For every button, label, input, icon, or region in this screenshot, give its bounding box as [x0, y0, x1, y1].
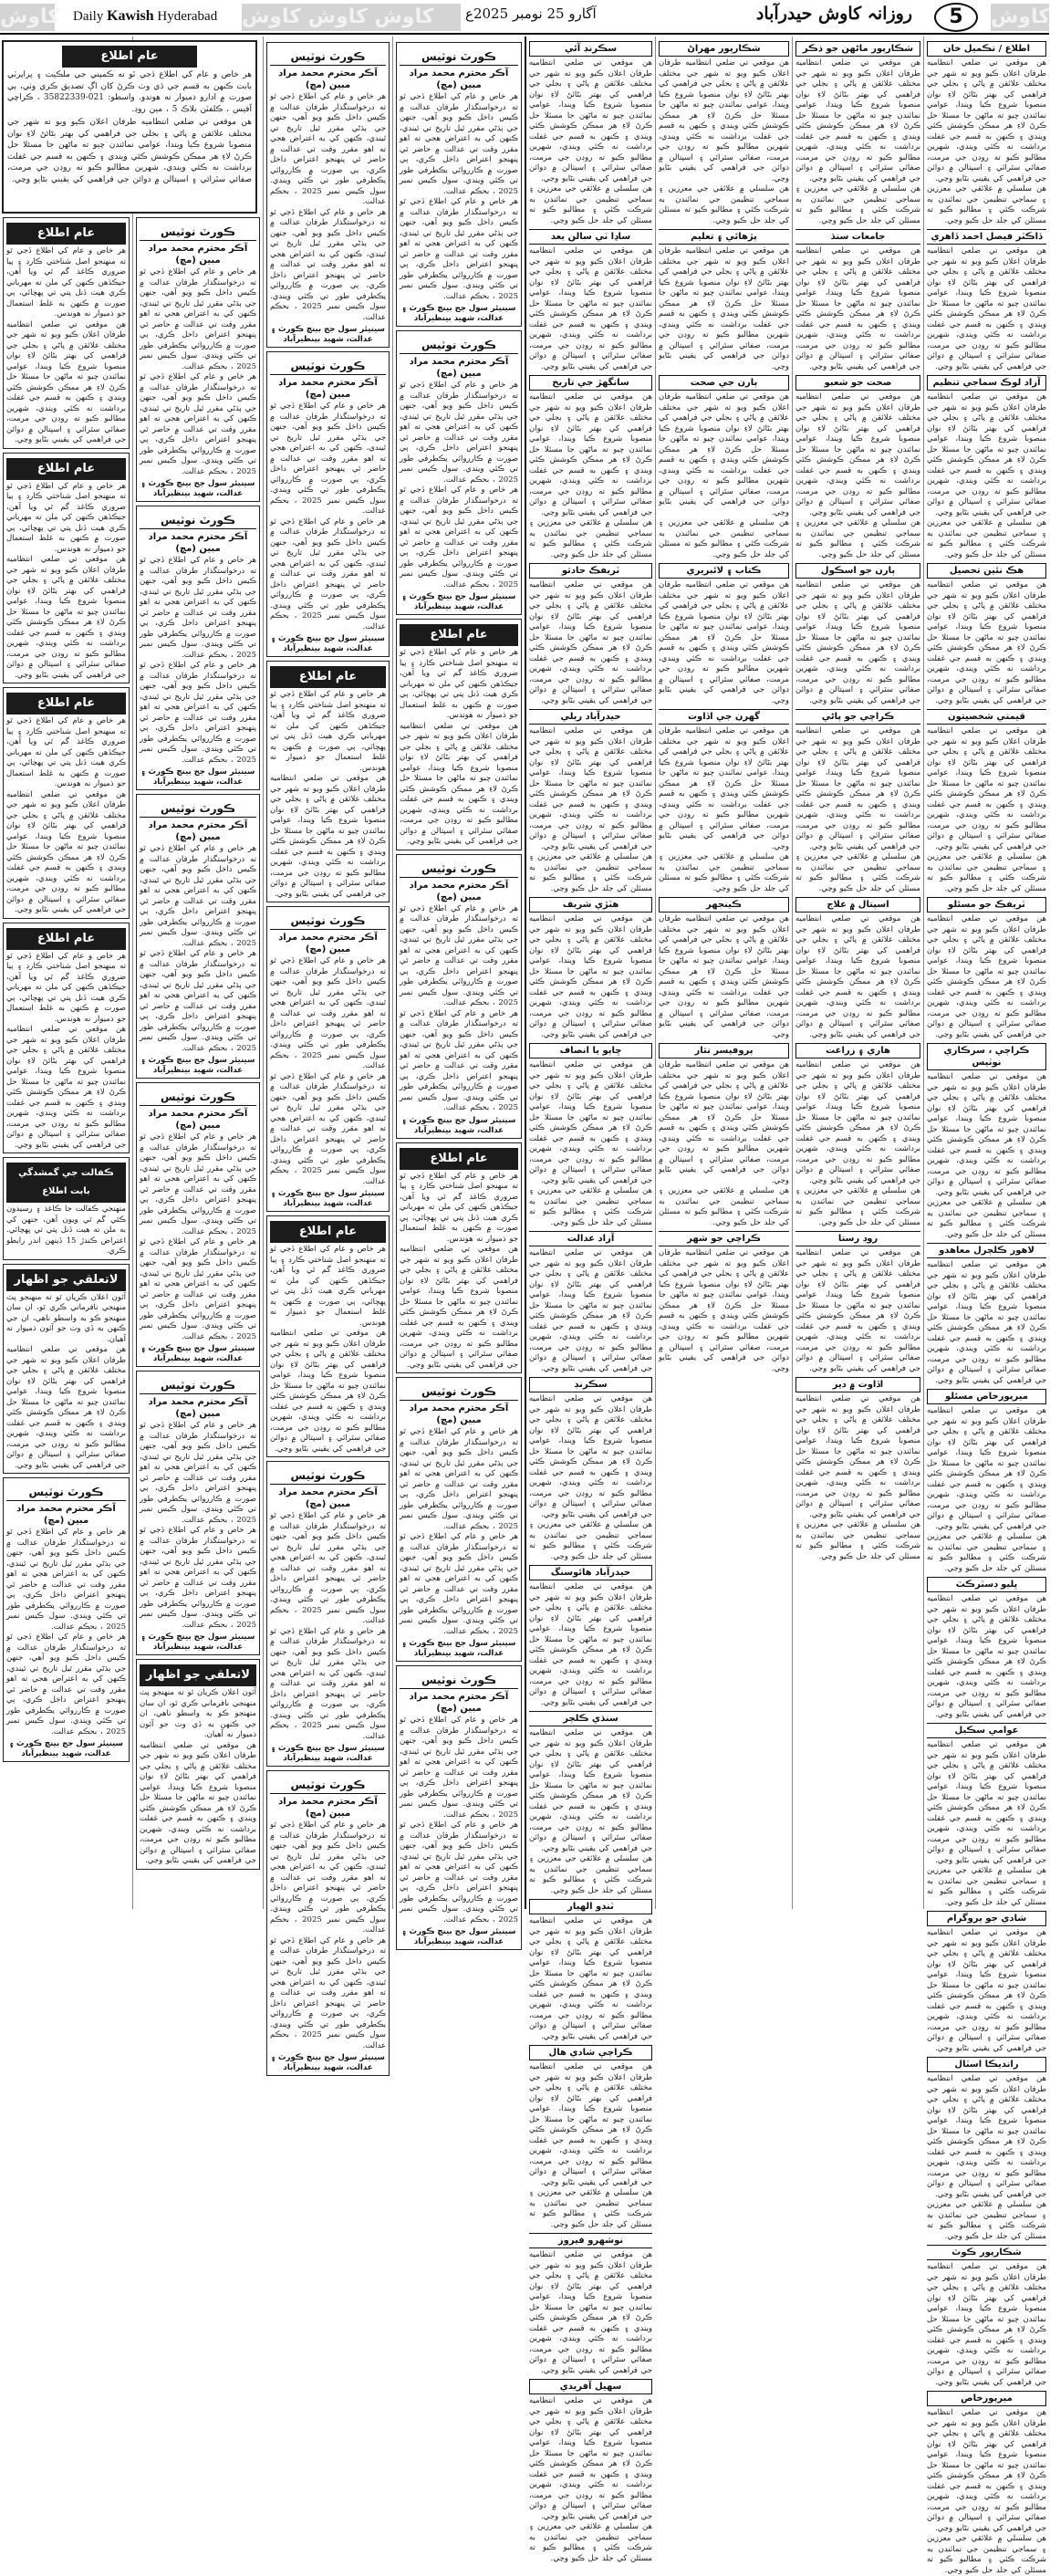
article-text: هن سلسلي ۾ علائقي جي معززين ۽ سماجي تنظيمن جي نمائندن به شرڪت ڪئي ۽ مطالبو ڪيو ته مسئلن کي جلد حل ڪيو وڃي. — [795, 1520, 920, 1561]
court-notice — [266, 1461, 390, 1767]
court-notice-body: هر خاص و عام کي اطلاع ڏجي ٿو ته درخواستگذار طرفان عدالت ۾ ڪيس داخل ڪيو ويو آهي، جنهن جي ٻڌڻي مقرر ٿيل تاريخ تي ٿيندي، ڪنهن کي به اعتراض هجي ته اهو مقرر وقت تي عدالت ۾ حاضر ٿي پنهنجو اعتراض داخل ڪري، ٻي صورت ۾ ڪارروائي يڪطرفي طور تي ڪئي ويندي. سول ڪيس نمبر 2025 ، بحڪم عدالت. — [140, 267, 256, 371]
article-text: هن سلسلي ۾ علائقي جي معززين ۽ سماجي تنظيمن جي نمائندن به شرڪت ڪئي ۽ مطالبو ڪيو ته مسئلن کي جلد حل ڪيو وڃي. — [659, 852, 789, 893]
article-text: هن موقعي تي ضلعي انتظاميه طرفان اعلان ڪيو ويو ته شهر جي مختلف علائقن ۾ پاڻي ۽ بجلي جي فراهمي کي بهتر بڻائڻ لاءِ نوان منصوبا شروع ڪيا ويندا، عوامي نمائندن چيو ته ماڻهن جا مسئلا حل ڪرڻ لاءِ هر ممڪن ڪوشش ڪئي ويندي ۽ ڪنهن به قسم جي غفلت برداشت نه ڪئي ويندي، شهرين مطالبو ڪيو ته روڊن جي مرمت، صفائي سٿرائي ۽ اسپتالن ۾ دوائن جي فراهمي کي يقيني بڻايو وڃي. — [927, 1740, 1046, 1865]
court-notice-heading: ڪورٽ نوٽيس — [270, 1777, 386, 1794]
article-text: هن سلسلي ۾ علائقي جي معززين ۽ سماجي تنظيمن جي نمائندن به شرڪت ڪئي ۽ مطالبو ڪيو ته مسئلن کي جلد حل ڪيو وڃي. — [529, 852, 652, 893]
article-text: هن موقعي تي ضلعي انتظاميه طرفان اعلان ڪيو ويو ته شهر جي مختلف علائقن ۾ پاڻي ۽ بجلي جي فراهمي کي بهتر بڻائڻ لاءِ نوان منصوبا شروع ڪيا ويندا، عوامي نمائندن چيو ته ماڻهن جا مسئلا حل ڪرڻ لاءِ هر ممڪن ڪوشش ڪئي ويندي ۽ ڪنهن به قسم جي غفلت برداشت نه ڪئي ويندي، شهرين مطالبو ڪيو ته روڊن جي مرمت، صفائي سٿرائي ۽ اسپتالن ۾ دوائن جي فراهمي کي يقيني بڻايو وڃي. — [529, 580, 652, 705]
public-notice-body: هن موقعي تي ضلعي انتظاميه طرفان اعلان ڪيو ويو ته شهر جي مختلف علائقن ۾ پاڻي ۽ بجلي جي فراهمي کي بهتر بڻائڻ لاءِ نوان منصوبا شروع ڪيا ويندا، عوامي نمائندن چيو ته ماڻهن جا مسئلا حل ڪرڻ لاءِ هر ممڪن ڪوشش ڪئي ويندي ۽ ڪنهن به قسم جي غفلت برداشت نه ڪئي ويندي، شهرين مطالبو ڪيو ته روڊن جي مرمت، صفائي سٿرائي ۽ اسپتالن ۾ دوائن جي فراهمي کي يقيني بڻايو وڃي. — [6, 319, 126, 444]
section-heading: ڪتاب ۽ لائبريري — [659, 563, 789, 579]
article-text: هن موقعي تي ضلعي انتظاميه طرفان اعلان ڪيو ويو ته شهر جي مختلف علائقن ۾ پاڻي ۽ بجلي جي فراهمي کي بهتر بڻائڻ لاءِ نوان منصوبا شروع ڪيا ويندا، عوامي نمائندن چيو ته ماڻهن جا مسئلا حل ڪرڻ لاءِ هر ممڪن ڪوشش ڪئي ويندي ۽ ڪنهن به قسم جي غفلت برداشت نه ڪئي ويندي، شهرين مطالبو ڪيو ته روڊن جي مرمت، صفائي سٿرائي ۽ اسپتالن ۾ دوائن جي فراهمي کي يقيني بڻايو وڃي. — [659, 580, 789, 705]
court-notice-body: هر خاص و عام کي اطلاع ڏجي ٿو ته درخواستگذار طرفان عدالت ۾ ڪيس داخل ڪيو ويو آهي، جنهن جي ٻڌڻي مقرر ٿيل تاريخ تي ٿيندي، ڪنهن کي به اعتراض هجي ته اهو مقرر وقت تي عدالت ۾ حاضر ٿي پنهنجو اعتراض داخل ڪري، ٻي صورت ۾ ڪارروائي يڪطرفي طور تي ڪئي ويندي. سول ڪيس نمبر 2025 ، بحڪم عدالت. — [140, 661, 256, 765]
court-notice-body: هر خاص و عام کي اطلاع ڏجي ٿو ته درخواستگذار طرفان عدالت ۾ ڪيس داخل ڪيو ويو آهي، جنهن جي ٻڌڻي مقرر ٿيل تاريخ تي ٿيندي، ڪنهن کي به اعتراض هجي ته اهو مقرر وقت تي عدالت ۾ حاضر ٿي پنهنجو اعتراض داخل ڪري، ٻي صورت ۾ ڪارروائي يڪطرفي طور تي ڪئي ويندي. سول ڪيس نمبر 2025 ، بحڪم عدالت. — [140, 372, 256, 476]
court-notice — [396, 42, 522, 327]
public-notice — [3, 217, 130, 449]
column-8-notices — [0, 37, 132, 1909]
section-heading: عوامي سڪيل — [927, 1723, 1046, 1738]
public-notice-body: هر خاص و عام کي اطلاع ڏجي ٿو ته منهنجو اصل شناختي ڪارڊ ۽ ٻيا ضروري ڪاغذ گم ٿي ويا آهن، جيڪڏهن ڪنهن کي ملن ته مهرباني ڪري هيٺ ڏنل پتي تي پهچائي، ٻي صورت ۾ ڪنهن به غلط استعمال جو ذميوار نه هوندس. — [6, 481, 126, 554]
top-notice-body: هر خاص و عام کي اطلاع ڏجي ٿو ته ڪمپني جي ملڪيت ۽ پراپرٽي بابت ڪنهن به قسم جي ڏي وٺ ڪرڻ کان اڳ تصديق ڪري وٺي، ٻي صورت ۾ ادارو ذميوار نه هوندو. واسطو: 021-35822339 ، ڪراچي آفيس ، ڪلفٽن بلاڪ 5 ، مين روڊ. — [7, 70, 252, 114]
masthead-band-left: کاوش — [0, 4, 55, 31]
article-text: هن موقعي تي ضلعي انتظاميه طرفان اعلان ڪيو ويو ته شهر جي مختلف علائقن ۾ پاڻي ۽ بجلي جي فراهمي کي بهتر بڻائڻ لاءِ نوان منصوبا شروع ڪيا ويندا، عوامي نمائندن چيو ته ماڻهن جا مسئلا حل ڪرڻ لاءِ هر ممڪن ڪوشش ڪئي ويندي ۽ ڪنهن به قسم جي غفلت برداشت نه ڪئي ويندي، شهرين مطالبو ڪيو ته روڊن جي مرمت، صفائي سٿرائي ۽ اسپتالن ۾ دوائن جي فراهمي کي يقيني بڻايو وڃي. — [659, 392, 789, 517]
court-notice-signature: سينيئر سول جج بينچ ڪورٽ ۽ عدالت، شهيد بينظيرآباد — [401, 1927, 516, 1946]
court-notice-signature: سينيئر سول جج بينچ ڪورٽ ۽ عدالت، شهيد بينظيرآباد — [401, 1115, 516, 1135]
section-heading: سنڌي ڪلچر — [529, 1711, 652, 1726]
article-text: هن موقعي تي ضلعي انتظاميه طرفان اعلان ڪيو ويو ته شهر جي مختلف علائقن ۾ پاڻي ۽ بجلي جي فراهمي کي بهتر بڻائڻ لاءِ نوان منصوبا شروع ڪيا ويندا، عوامي نمائندن چيو ته ماڻهن جا مسئلا حل ڪرڻ لاءِ هر ممڪن ڪوشش ڪئي ويندي ۽ ڪنهن به قسم جي غفلت برداشت نه ڪئي ويندي، شهرين مطالبو ڪيو ته روڊن جي مرمت، صفائي سٿرائي ۽ اسپتالن ۾ دوائن جي فراهمي کي يقيني بڻايو وڃي. — [795, 914, 920, 1039]
section-heading: حيدرآباد هائوسنگ — [529, 1565, 652, 1580]
court-notice — [266, 906, 390, 1212]
public-notice-body: هن موقعي تي ضلعي انتظاميه طرفان اعلان ڪيو ويو ته شهر جي مختلف علائقن ۾ پاڻي ۽ بجلي جي فراهمي کي بهتر بڻائڻ لاءِ نوان منصوبا شروع ڪيا ويندا، عوامي نمائندن چيو ته ماڻهن جا مسئلا حل ڪرڻ لاءِ هر ممڪن ڪوشش ڪئي ويندي ۽ ڪنهن به قسم جي غفلت برداشت نه ڪئي ويندي، شهرين مطالبو ڪيو ته روڊن جي مرمت، صفائي سٿرائي ۽ اسپتالن ۾ دوائن جي فراهمي کي يقيني بڻايو وڃي. — [400, 1245, 518, 1370]
section-heading: ڪراچي جو پاڻي — [795, 709, 920, 725]
court-notice-subheading: آڪر محترم محمد مراد مبين (مڇ) — [148, 1397, 248, 1419]
article-text: هن موقعي تي ضلعي انتظاميه طرفان اعلان ڪيو ويو ته شهر جي مختلف علائقن ۾ پاڻي ۽ بجلي جي فراهمي کي بهتر بڻائڻ لاءِ نوان منصوبا شروع ڪيا ويندا، عوامي نمائندن چيو ته ماڻهن جا مسئلا حل ڪرڻ لاءِ هر ممڪن ڪوشش ڪئي ويندي ۽ ڪنهن به قسم جي غفلت برداشت نه ڪئي ويندي، شهرين مطالبو ڪيو ته روڊن جي مرمت، صفائي سٿرائي ۽ اسپتالن ۾ دوائن جي فراهمي کي يقيني بڻايو وڃي. — [529, 914, 652, 1039]
article-text: هن موقعي تي ضلعي انتظاميه طرفان اعلان ڪيو ويو ته شهر جي مختلف علائقن ۾ پاڻي ۽ بجلي جي فراهمي کي بهتر بڻائڻ لاءِ نوان منصوبا شروع ڪيا ويندا، عوامي نمائندن چيو ته ماڻهن جا مسئلا حل ڪرڻ لاءِ هر ممڪن ڪوشش ڪئي ويندي ۽ ڪنهن به قسم جي غفلت برداشت نه ڪئي ويندي، شهرين مطالبو ڪيو ته روڊن جي مرمت، صفائي سٿرائي ۽ اسپتالن ۾ دوائن جي فراهمي کي يقيني بڻايو وڃي. — [529, 1728, 652, 1853]
article-text: هن موقعي تي ضلعي انتظاميه طرفان اعلان ڪيو ويو ته شهر جي مختلف علائقن ۾ پاڻي ۽ بجلي جي فراهمي کي بهتر بڻائڻ لاءِ نوان منصوبا شروع ڪيا ويندا، عوامي نمائندن چيو ته ماڻهن جا مسئلا حل ڪرڻ لاءِ هر ممڪن ڪوشش ڪئي ويندي ۽ ڪنهن به قسم جي غفلت برداشت نه ڪئي ويندي، شهرين مطالبو ڪيو ته روڊن جي مرمت، صفائي سٿرائي ۽ اسپتالن ۾ دوائن جي فراهمي کي يقيني بڻايو وڃي. — [529, 2062, 652, 2187]
public-notice-body: هن موقعي تي ضلعي انتظاميه طرفان اعلان ڪيو ويو ته شهر جي مختلف علائقن ۾ پاڻي ۽ بجلي جي فراهمي کي بهتر بڻائڻ لاءِ نوان منصوبا شروع ڪيا ويندا، عوامي نمائندن چيو ته ماڻهن جا مسئلا حل ڪرڻ لاءِ هر ممڪن ڪوشش ڪئي ويندي ۽ ڪنهن به قسم جي غفلت برداشت نه ڪئي ويندي، شهرين مطالبو ڪيو ته روڊن جي مرمت، صفائي سٿرائي ۽ اسپتالن ۾ دوائن جي فراهمي کي يقيني بڻايو وڃي. — [6, 789, 126, 914]
article-text: هن سلسلي ۾ علائقي جي معززين ۽ سماجي تنظيمن جي نمائندن به شرڪت ڪئي ۽ مطالبو ڪيو ته مسئلن کي جلد حل ڪيو وڃي. — [927, 184, 1046, 225]
court-notice-heading: ڪورٽ نوٽيس — [270, 48, 386, 66]
section-heading: ڪراچي شادي هال — [529, 2045, 652, 2060]
article-text: هن موقعي تي ضلعي انتظاميه طرفان اعلان ڪيو ويو ته شهر جي مختلف علائقن ۾ پاڻي ۽ بجلي جي فراهمي کي بهتر بڻائڻ لاءِ نوان منصوبا شروع ڪيا ويندا، عوامي نمائندن چيو ته ماڻهن جا مسئلا حل ڪرڻ لاءِ هر ممڪن ڪوشش ڪئي ويندي ۽ ڪنهن به قسم جي غفلت برداشت نه ڪئي ويندي، شهرين مطالبو ڪيو ته روڊن جي مرمت، صفائي سٿرائي ۽ اسپتالن ۾ دوائن جي فراهمي کي يقيني بڻايو وڃي. — [927, 2074, 1046, 2199]
court-notice-heading: ڪورٽ نوٽيس — [6, 1484, 126, 1501]
section-heading: لاهور ڪلچرل معاهدو — [927, 1243, 1046, 1258]
public-notice-body: هن موقعي تي ضلعي انتظاميه طرفان اعلان ڪيو ويو ته شهر جي مختلف علائقن ۾ پاڻي ۽ بجلي جي فراهمي کي بهتر بڻائڻ لاءِ نوان منصوبا شروع ڪيا ويندا، عوامي نمائندن چيو ته ماڻهن جا مسئلا حل ڪرڻ لاءِ هر ممڪن ڪوشش ڪئي ويندي ۽ ڪنهن به قسم جي غفلت برداشت نه ڪئي ويندي، شهرين مطالبو ڪيو ته روڊن جي مرمت، صفائي سٿرائي ۽ اسپتالن ۾ دوائن جي فراهمي کي يقيني بڻايو وڃي. — [400, 721, 518, 846]
article-text: هن موقعي تي ضلعي انتظاميه طرفان اعلان ڪيو ويو ته شهر جي مختلف علائقن ۾ پاڻي ۽ بجلي جي فراهمي کي بهتر بڻائڻ لاءِ نوان منصوبا شروع ڪيا ويندا، عوامي نمائندن چيو ته ماڻهن جا مسئلا حل ڪرڻ لاءِ هر ممڪن ڪوشش ڪئي ويندي ۽ ڪنهن به قسم جي غفلت برداشت نه ڪئي ويندي، شهرين مطالبو ڪيو ته روڊن جي مرمت، صفائي سٿرائي ۽ اسپتالن ۾ دوائن جي فراهمي کي يقيني بڻايو وڃي. — [529, 2396, 652, 2521]
court-notice-heading: ڪورٽ نوٽيس — [140, 512, 256, 529]
public-notice — [3, 453, 130, 684]
section-heading: ٽنڊو الهيار — [529, 1899, 652, 1914]
court-notice-body: هر خاص و عام کي اطلاع ڏجي ٿو ته درخواستگذار طرفان عدالت ۾ ڪيس داخل ڪيو ويو آهي، جنهن جي ٻڌڻي مقرر ٿيل تاريخ تي ٿيندي، ڪنهن کي به اعتراض هجي ته اهو مقرر وقت تي عدالت ۾ حاضر ٿي پنهنجو اعتراض داخل ڪري، ٻي صورت ۾ ڪارروائي يڪطرفي طور تي ڪئي ويندي. سول ڪيس نمبر 2025 ، بحڪم عدالت. — [270, 92, 386, 206]
article-text: هن سلسلي ۾ علائقي جي معززين ۽ سماجي تنظيمن جي نمائندن به شرڪت ڪئي ۽ مطالبو ڪيو ته مسئلن کي جلد حل ڪيو وڃي. — [927, 1532, 1046, 1573]
court-notice-body: هر خاص و عام کي اطلاع ڏجي ٿو ته درخواستگذار طرفان عدالت ۾ ڪيس داخل ڪيو ويو آهي، جنهن جي ٻڌڻي مقرر ٿيل تاريخ تي ٿيندي، ڪنهن کي به اعتراض هجي ته اهو مقرر وقت تي عدالت ۾ حاضر ٿي پنهنجو اعتراض داخل ڪري، ٻي صورت ۾ ڪارروائي يڪطرفي طور تي ڪئي ويندي. سول ڪيس نمبر 2025 ، بحڪم عدالت. — [270, 1626, 386, 1741]
court-notice — [136, 506, 260, 790]
article-text: هن موقعي تي ضلعي انتظاميه طرفان اعلان ڪيو ويو ته شهر جي مختلف علائقن ۾ پاڻي ۽ بجلي جي فراهمي کي بهتر بڻائڻ لاءِ نوان منصوبا شروع ڪيا ويندا، عوامي نمائندن چيو ته ماڻهن جا مسئلا حل ڪرڻ لاءِ هر ممڪن ڪوشش ڪئي ويندي ۽ ڪنهن به قسم جي غفلت برداشت نه ڪئي ويندي، شهرين مطالبو ڪيو ته روڊن جي مرمت، صفائي سٿرائي ۽ اسپتالن ۾ دوائن جي فراهمي کي يقيني بڻايو وڃي. — [927, 1406, 1046, 1531]
article-text: هن سلسلي ۾ علائقي جي معززين ۽ سماجي تنظيمن جي نمائندن به شرڪت ڪئي ۽ مطالبو ڪيو ته مسئلن کي جلد حل ڪيو وڃي. — [927, 1198, 1046, 1239]
court-notice-signature: سينيئر سول جج بينچ ڪورٽ ۽ عدالت، شهيد بينظيرآباد — [271, 325, 385, 344]
court-notice-body: هر خاص و عام کي اطلاع ڏجي ٿو ته درخواستگذار طرفان عدالت ۾ ڪيس داخل ڪيو ويو آهي، جنهن جي ٻڌڻي مقرر ٿيل تاريخ تي ٿيندي، ڪنهن کي به اعتراض هجي ته اهو مقرر وقت تي عدالت ۾ حاضر ٿي پنهنجو اعتراض داخل ڪري، ٻي صورت ۾ ڪارروائي يڪطرفي طور تي ڪئي ويندي. سول ڪيس نمبر 2025 ، بحڪم عدالت. — [400, 92, 518, 196]
article-text: هن موقعي تي ضلعي انتظاميه طرفان اعلان ڪيو ويو ته شهر جي مختلف علائقن ۾ پاڻي ۽ بجلي جي فراهمي کي بهتر بڻائڻ لاءِ نوان منصوبا شروع ڪيا ويندا، عوامي نمائندن چيو ته ماڻهن جا مسئلا حل ڪرڻ لاءِ هر ممڪن ڪوشش ڪئي ويندي ۽ ڪنهن به قسم جي غفلت برداشت نه ڪئي ويندي، شهرين مطالبو ڪيو ته روڊن جي مرمت، صفائي سٿرائي ۽ اسپتالن ۾ دوائن جي فراهمي کي يقيني بڻايو وڃي. — [795, 1248, 920, 1373]
court-notice-subheading: آڪر محترم محمد مراد مبين (مڇ) — [409, 68, 509, 90]
section-heading: رانديڪا اسٽال — [927, 2057, 1046, 2072]
article-text: هن سلسلي ۾ علائقي جي معززين ۽ سماجي تنظيمن جي نمائندن به شرڪت ڪئي ۽ مطالبو ڪيو ته مسئلن کي جلد حل ڪيو وڃي. — [529, 184, 652, 225]
section-heading: ڏاڪٽر فيصل احمد ڏاهري — [927, 229, 1046, 245]
court-notice-body: هر خاص و عام کي اطلاع ڏجي ٿو ته درخواستگذار طرفان عدالت ۾ ڪيس داخل ڪيو ويو آهي، جنهن جي ٻڌڻي مقرر ٿيل تاريخ تي ٿيندي، ڪنهن کي به اعتراض هجي ته اهو مقرر وقت تي عدالت ۾ حاضر ٿي پنهنجو اعتراض داخل ڪري، ٻي صورت ۾ ڪارروائي يڪطرفي طور تي ڪئي ويندي. سول ڪيس نمبر 2025 ، بحڪم عدالت. — [270, 1935, 386, 2050]
court-notice — [136, 217, 260, 502]
section-heading: هٽڙي شريف — [529, 897, 652, 913]
court-notice-subheading: آڪر محترم محمد مراد مبين (مڇ) — [148, 1109, 248, 1131]
court-notice-subheading: آڪر محترم محمد مراد مبين (مڇ) — [148, 532, 248, 554]
court-notice-heading: ڪورٽ نوٽيس — [270, 913, 386, 930]
article-text: هن سلسلي ۾ علائقي جي معززين ۽ سماجي تنظيمن جي نمائندن به شرڪت ڪئي ۽ مطالبو ڪيو ته مسئلن کي جلد حل ڪيو وڃي. — [795, 1186, 920, 1227]
article-text: هن موقعي تي ضلعي انتظاميه طرفان اعلان ڪيو ويو ته شهر جي مختلف علائقن ۾ پاڻي ۽ بجلي جي فراهمي کي بهتر بڻائڻ لاءِ نوان منصوبا شروع ڪيا ويندا، عوامي نمائندن چيو ته ماڻهن جا مسئلا حل ڪرڻ لاءِ هر ممڪن ڪوشش ڪئي ويندي ۽ ڪنهن به قسم جي غفلت برداشت نه ڪئي ويندي، شهرين مطالبو ڪيو ته روڊن جي مرمت، صفائي سٿرائي ۽ اسپتالن ۾ دوائن جي فراهمي کي يقيني بڻايو وڃي. — [529, 58, 652, 183]
court-notice-body: هر خاص و عام کي اطلاع ڏجي ٿو ته درخواستگذار طرفان عدالت ۾ ڪيس داخل ڪيو ويو آهي، جنهن جي ٻڌڻي مقرر ٿيل تاريخ تي ٿيندي، ڪنهن کي به اعتراض هجي ته اهو مقرر وقت تي عدالت ۾ حاضر ٿي پنهنجو اعتراض داخل ڪري، ٻي صورت ۾ ڪارروائي يڪطرفي طور تي ڪئي ويندي. سول ڪيس نمبر 2025 ، بحڪم عدالت. — [270, 402, 386, 516]
section-heading: ڪينجهر — [659, 897, 789, 913]
court-notice — [136, 1371, 260, 1655]
section-heading: شادي جو پروگرام — [927, 1911, 1046, 1926]
laatalluqi-heading: لاتعلقي جو اظهار — [140, 1664, 256, 1686]
court-notice-body: هر خاص و عام کي اطلاع ڏجي ٿو ته درخواستگذار طرفان عدالت ۾ ڪيس داخل ڪيو ويو آهي، جنهن جي ٻڌڻي مقرر ٿيل تاريخ تي ٿيندي، ڪنهن کي به اعتراض هجي ته اهو مقرر وقت تي عدالت ۾ حاضر ٿي پنهنجو اعتراض داخل ڪري، ٻي صورت ۾ ڪارروائي يڪطرفي طور تي ڪئي ويندي. سول ڪيس نمبر 2025 ، بحڪم عدالت. — [400, 903, 518, 1007]
article-text: هن موقعي تي ضلعي انتظاميه طرفان اعلان ڪيو ويو ته شهر جي مختلف علائقن ۾ پاڻي ۽ بجلي جي فراهمي کي بهتر بڻائڻ لاءِ نوان منصوبا شروع ڪيا ويندا، عوامي نمائندن چيو ته ماڻهن جا مسئلا حل ڪرڻ لاءِ هر ممڪن ڪوشش ڪئي ويندي ۽ ڪنهن به قسم جي غفلت برداشت نه ڪئي ويندي، شهرين مطالبو ڪيو ته روڊن جي مرمت، صفائي سٿرائي ۽ اسپتالن ۾ دوائن جي فراهمي کي يقيني بڻايو وڃي. — [795, 1060, 920, 1185]
court-notice — [136, 794, 260, 1079]
masthead-band-right: کاوش — [991, 4, 1049, 31]
court-notice-subheading: آڪر محترم محمد مراد مبين (مڇ) — [278, 68, 378, 90]
court-notice-body: هر خاص و عام کي اطلاع ڏجي ٿو ته درخواستگذار طرفان عدالت ۾ ڪيس داخل ڪيو ويو آهي، جنهن جي ٻڌڻي مقرر ٿيل تاريخ تي ٿيندي، ڪنهن کي به اعتراض هجي ته اهو مقرر وقت تي عدالت ۾ حاضر ٿي پنهنجو اعتراض داخل ڪري، ٻي صورت ۾ ڪارروائي يڪطرفي طور تي ڪئي ويندي. سول ڪيس نمبر 2025 ، بحڪم عدالت. — [270, 1820, 386, 1935]
public-notice-body: هن موقعي تي ضلعي انتظاميه طرفان اعلان ڪيو ويو ته شهر جي مختلف علائقن ۾ پاڻي ۽ بجلي جي فراهمي کي بهتر بڻائڻ لاءِ نوان منصوبا شروع ڪيا ويندا، عوامي نمائندن چيو ته ماڻهن جا مسئلا حل ڪرڻ لاءِ هر ممڪن ڪوشش ڪئي ويندي ۽ ڪنهن به قسم جي غفلت برداشت نه ڪئي ويندي، شهرين مطالبو ڪيو ته روڊن جي مرمت، صفائي سٿرائي ۽ اسپتالن ۾ دوائن جي فراهمي کي يقيني بڻايو وڃي. — [6, 555, 126, 680]
section-heading: هڪ نئين تحصيل — [927, 563, 1046, 579]
article-text: هن موقعي تي ضلعي انتظاميه طرفان اعلان ڪيو ويو ته شهر جي مختلف علائقن ۾ پاڻي ۽ بجلي جي فراهمي کي بهتر بڻائڻ لاءِ نوان منصوبا شروع ڪيا ويندا، عوامي نمائندن چيو ته ماڻهن جا مسئلا حل ڪرڻ لاءِ هر ممڪن ڪوشش ڪئي ويندي ۽ ڪنهن به قسم جي غفلت برداشت نه ڪئي ويندي، شهرين مطالبو ڪيو ته روڊن جي مرمت، صفائي سٿرائي ۽ اسپتالن ۾ دوائن جي فراهمي کي يقيني بڻايو وڃي. — [927, 2408, 1046, 2533]
court-notice — [266, 351, 390, 657]
court-notice-subheading: آڪر محترم محمد مراد مبين (مڇ) — [148, 244, 248, 266]
court-notice-signature: سينيئر سول جج بينچ ڪورٽ ۽ عدالت، شهيد بينظيرآباد — [9, 1739, 123, 1758]
article-text: هن موقعي تي ضلعي انتظاميه طرفان اعلان ڪيو ويو ته شهر جي مختلف علائقن ۾ پاڻي ۽ بجلي جي فراهمي کي بهتر بڻائڻ لاءِ نوان منصوبا شروع ڪيا ويندا، عوامي نمائندن چيو ته ماڻهن جا مسئلا حل ڪرڻ لاءِ هر ممڪن ڪوشش ڪئي ويندي ۽ ڪنهن به قسم جي غفلت برداشت نه ڪئي ويندي، شهرين مطالبو ڪيو ته روڊن جي مرمت، صفائي سٿرائي ۽ اسپتالن ۾ دوائن جي فراهمي کي يقيني بڻايو وڃي. — [795, 392, 920, 517]
court-notice-body: هر خاص و عام کي اطلاع ڏجي ٿو ته درخواستگذار طرفان عدالت ۾ ڪيس داخل ڪيو ويو آهي، جنهن جي ٻڌڻي مقرر ٿيل تاريخ تي ٿيندي، ڪنهن کي به اعتراض هجي ته اهو مقرر وقت تي عدالت ۾ حاضر ٿي پنهنجو اعتراض داخل ڪري، ٻي صورت ۾ ڪارروائي يڪطرفي طور تي ڪئي ويندي. سول ڪيس نمبر 2025 ، بحڪم عدالت. — [6, 1528, 126, 1632]
public-notice-heading: عام اطلاع — [6, 223, 126, 245]
court-notice-body: هر خاص و عام کي اطلاع ڏجي ٿو ته درخواستگذار طرفان عدالت ۾ ڪيس داخل ڪيو ويو آهي، جنهن جي ٻڌڻي مقرر ٿيل تاريخ تي ٿيندي، ڪنهن کي به اعتراض هجي ته اهو مقرر وقت تي عدالت ۾ حاضر ٿي پنهنجو اعتراض داخل ڪري، ٻي صورت ۾ ڪارروائي يڪطرفي طور تي ڪئي ويندي. سول ڪيس نمبر 2025 ، بحڪم عدالت. — [400, 1820, 518, 1924]
article-text: هن موقعي تي ضلعي انتظاميه طرفان اعلان ڪيو ويو ته شهر جي مختلف علائقن ۾ پاڻي ۽ بجلي جي فراهمي کي بهتر بڻائڻ لاءِ نوان منصوبا شروع ڪيا ويندا، عوامي نمائندن چيو ته ماڻهن جا مسئلا حل ڪرڻ لاءِ هر ممڪن ڪوشش ڪئي ويندي ۽ ڪنهن به قسم جي غفلت برداشت نه ڪئي ويندي، شهرين مطالبو ڪيو ته روڊن جي مرمت، صفائي سٿرائي ۽ اسپتالن ۾ دوائن جي فراهمي کي يقيني بڻايو وڃي. — [659, 914, 789, 1039]
kafaalat-heading: ڪفالت جي گمشدگي بابت اطلاع — [6, 1163, 126, 1203]
court-notice — [396, 1665, 522, 1950]
court-notice-signature: سينيئر سول جج بينچ ڪورٽ ۽ عدالت، شهيد بينظيرآباد — [401, 304, 516, 323]
court-notice-subheading: آڪر محترم محمد مراد مبين (مڇ) — [278, 378, 378, 400]
article-text: هن موقعي تي ضلعي انتظاميه طرفان اعلان ڪيو ويو ته شهر جي مختلف علائقن ۾ پاڻي ۽ بجلي جي فراهمي کي بهتر بڻائڻ لاءِ نوان منصوبا شروع ڪيا ويندا، عوامي نمائندن چيو ته ماڻهن جا مسئلا حل ڪرڻ لاءِ هر ممڪن ڪوشش ڪئي ويندي ۽ ڪنهن به قسم جي غفلت برداشت نه ڪئي ويندي، شهرين مطالبو ڪيو ته روڊن جي مرمت، صفائي سٿرائي ۽ اسپتالن ۾ دوائن جي فراهمي کي يقيني بڻايو وڃي. — [795, 580, 920, 705]
section-heading: ڀليو ڊسٽرڪٽ — [927, 1577, 1046, 1592]
masthead — [0, 0, 1049, 35]
court-notice-subheading: آڪر محترم محمد مراد مبين (مڇ) — [16, 1504, 116, 1526]
court-notice-heading: ڪورٽ نوٽيس — [270, 1467, 386, 1485]
column-5-court — [392, 37, 525, 1946]
public-notice-heading: عام اطلاع — [400, 1148, 518, 1170]
laatalluqi-notice — [136, 1659, 260, 1870]
section-heading: آزاد لوڪ سماجي تنظيم — [927, 375, 1046, 391]
section-heading: ٻارن جي صحت — [659, 375, 789, 391]
section-heading: پروفيسر نثار — [659, 1043, 789, 1059]
article-text: هن سلسلي ۾ علائقي جي معززين ۽ سماجي تنظيمن جي نمائندن به شرڪت ڪئي ۽ مطالبو ڪيو ته مسئلن کي جلد حل ڪيو وڃي. — [529, 2188, 652, 2229]
article-text: هن موقعي تي ضلعي انتظاميه طرفان اعلان ڪيو ويو ته شهر جي مختلف علائقن ۾ پاڻي ۽ بجلي جي فراهمي کي بهتر بڻائڻ لاءِ نوان منصوبا شروع ڪيا ويندا، عوامي نمائندن چيو ته ماڻهن جا مسئلا حل ڪرڻ لاءِ هر ممڪن ڪوشش ڪئي ويندي ۽ ڪنهن به قسم جي غفلت برداشت نه ڪئي ويندي، شهرين مطالبو ڪيو ته روڊن جي مرمت، صفائي سٿرائي ۽ اسپتالن ۾ دوائن جي فراهمي کي يقيني بڻايو وڃي. — [927, 2262, 1046, 2387]
article-text: هن موقعي تي ضلعي انتظاميه طرفان اعلان ڪيو ويو ته شهر جي مختلف علائقن ۾ پاڻي ۽ بجلي جي فراهمي کي بهتر بڻائڻ لاءِ نوان منصوبا شروع ڪيا ويندا، عوامي نمائندن چيو ته ماڻهن جا مسئلا حل ڪرڻ لاءِ هر ممڪن ڪوشش ڪئي ويندي ۽ ڪنهن به قسم جي غفلت برداشت نه ڪئي ويندي، شهرين مطالبو ڪيو ته روڊن جي مرمت، صفائي سٿرائي ۽ اسپتالن ۾ دوائن جي فراهمي کي يقيني بڻايو وڃي. — [529, 1582, 652, 1707]
article-text: هن سلسلي ۾ علائقي جي معززين ۽ سماجي تنظيمن جي نمائندن به شرڪت ڪئي ۽ مطالبو ڪيو ته مسئلن کي جلد حل ڪيو وڃي. — [795, 184, 920, 225]
court-notice-signature: سينيئر سول جج بينچ ڪورٽ ۽ عدالت، شهيد بينظيرآباد — [140, 767, 255, 787]
court-notice-body: هر خاص و عام کي اطلاع ڏجي ٿو ته درخواستگذار طرفان عدالت ۾ ڪيس داخل ڪيو ويو آهي، جنهن جي ٻڌڻي مقرر ٿيل تاريخ تي ٿيندي، ڪنهن کي به اعتراض هجي ته اهو مقرر وقت تي عدالت ۾ حاضر ٿي پنهنجو اعتراض داخل ڪري، ٻي صورت ۾ ڪارروائي يڪطرفي طور تي ڪئي ويندي. سول ڪيس نمبر 2025 ، بحڪم عدالت. — [140, 844, 256, 948]
article-text: هن موقعي تي ضلعي انتظاميه طرفان اعلان ڪيو ويو ته شهر جي مختلف علائقن ۾ پاڻي ۽ بجلي جي فراهمي کي بهتر بڻائڻ لاءِ نوان منصوبا شروع ڪيا ويندا، عوامي نمائندن چيو ته ماڻهن جا مسئلا حل ڪرڻ لاءِ هر ممڪن ڪوشش ڪئي ويندي ۽ ڪنهن به قسم جي غفلت برداشت نه ڪئي ويندي، شهرين مطالبو ڪيو ته روڊن جي مرمت، صفائي سٿرائي ۽ اسپتالن ۾ دوائن جي فراهمي کي يقيني بڻايو وڃي. — [529, 1060, 652, 1185]
court-notice-body: هر خاص و عام کي اطلاع ڏجي ٿو ته درخواستگذار طرفان عدالت ۾ ڪيس داخل ڪيو ويو آهي، جنهن جي ٻڌڻي مقرر ٿيل تاريخ تي ٿيندي، ڪنهن کي به اعتراض هجي ته اهو مقرر وقت تي عدالت ۾ حاضر ٿي پنهنجو اعتراض داخل ڪري، ٻي صورت ۾ ڪارروائي يڪطرفي طور تي ڪئي ويندي. سول ڪيس نمبر 2025 ، بحڪم عدالت. — [140, 1421, 256, 1525]
article-text: هن موقعي تي ضلعي انتظاميه طرفان اعلان ڪيو ويو ته شهر جي مختلف علائقن ۾ پاڻي ۽ بجلي جي فراهمي کي بهتر بڻائڻ لاءِ نوان منصوبا شروع ڪيا ويندا، عوامي نمائندن چيو ته ماڻهن جا مسئلا حل ڪرڻ لاءِ هر ممڪن ڪوشش ڪئي ويندي ۽ ڪنهن به قسم جي غفلت برداشت نه ڪئي ويندي، شهرين مطالبو ڪيو ته روڊن جي مرمت، صفائي سٿرائي ۽ اسپتالن ۾ دوائن جي فراهمي کي يقيني بڻايو وڃي. — [795, 58, 920, 183]
court-notice-signature: سينيئر سول جج بينچ ڪورٽ ۽ عدالت، شهيد بينظيرآباد — [271, 634, 385, 653]
article-text: هن سلسلي ۾ علائقي جي معززين ۽ سماجي تنظيمن جي نمائندن به شرڪت ڪئي ۽ مطالبو ڪيو ته مسئلن کي جلد حل ڪيو وڃي. — [927, 2534, 1046, 2575]
column-7-court — [132, 37, 263, 1909]
section-heading: نوشهرو فيروز — [529, 2233, 652, 2248]
article-text: هن موقعي تي ضلعي انتظاميه طرفان اعلان ڪيو ويو ته شهر جي مختلف علائقن ۾ پاڻي ۽ بجلي جي فراهمي کي بهتر بڻائڻ لاءِ نوان منصوبا شروع ڪيا ويندا، عوامي نمائندن چيو ته ماڻهن جا مسئلا حل ڪرڻ لاءِ هر ممڪن ڪوشش ڪئي ويندي ۽ ڪنهن به قسم جي غفلت برداشت نه ڪئي ويندي، شهرين مطالبو ڪيو ته روڊن جي مرمت، صفائي سٿرائي ۽ اسپتالن ۾ دوائن جي فراهمي کي يقيني بڻايو وڃي. — [529, 1916, 652, 2041]
public-notice-heading: عام اطلاع — [270, 1221, 386, 1243]
article-text: هن سلسلي ۾ علائقي جي معززين ۽ سماجي تنظيمن جي نمائندن به شرڪت ڪئي ۽ مطالبو ڪيو ته مسئلن کي جلد حل ڪيو وڃي. — [529, 2522, 652, 2563]
article-text: هن موقعي تي ضلعي انتظاميه طرفان اعلان ڪيو ويو ته شهر جي مختلف علائقن ۾ پاڻي ۽ بجلي جي فراهمي کي بهتر بڻائڻ لاءِ نوان منصوبا شروع ڪيا ويندا، عوامي نمائندن چيو ته ماڻهن جا مسئلا حل ڪرڻ لاءِ هر ممڪن ڪوشش ڪئي ويندي ۽ ڪنهن به قسم جي غفلت برداشت نه ڪئي ويندي، شهرين مطالبو ڪيو ته روڊن جي مرمت، صفائي سٿرائي ۽ اسپتالن ۾ دوائن جي فراهمي کي يقيني بڻايو وڃي. — [927, 1072, 1046, 1197]
court-notice-body: هر خاص و عام کي اطلاع ڏجي ٿو ته درخواستگذار طرفان عدالت ۾ ڪيس داخل ڪيو ويو آهي، جنهن جي ٻڌڻي مقرر ٿيل تاريخ تي ٿيندي، ڪنهن کي به اعتراض هجي ته اهو مقرر وقت تي عدالت ۾ حاضر ٿي پنهنجو اعتراض داخل ڪري، ٻي صورت ۾ ڪارروائي يڪطرفي طور تي ڪئي ويندي. سول ڪيس نمبر 2025 ، بحڪم عدالت. — [140, 1132, 256, 1236]
public-notice-body: هن موقعي تي ضلعي انتظاميه طرفان اعلان ڪيو ويو ته شهر جي مختلف علائقن ۾ پاڻي ۽ بجلي جي فراهمي کي بهتر بڻائڻ لاءِ نوان منصوبا شروع ڪيا ويندا، عوامي نمائندن چيو ته ماڻهن جا مسئلا حل ڪرڻ لاءِ هر ممڪن ڪوشش ڪئي ويندي ۽ ڪنهن به قسم جي غفلت برداشت نه ڪئي ويندي، شهرين مطالبو ڪيو ته روڊن جي مرمت، صفائي سٿرائي ۽ اسپتالن ۾ دوائن جي فراهمي کي يقيني بڻايو وڃي. — [270, 774, 386, 899]
public-notice-body: هر خاص و عام کي اطلاع ڏجي ٿو ته منهنجو اصل شناختي ڪارڊ ۽ ٻيا ضروري ڪاغذ گم ٿي ويا آهن، جيڪڏهن ڪنهن کي ملن ته مهرباني ڪري هيٺ ڏنل پتي تي پهچائي، ٻي صورت ۾ ڪنهن به غلط استعمال جو ذميوار نه هوندس. — [6, 951, 126, 1024]
court-notice-body: هر خاص و عام کي اطلاع ڏجي ٿو ته درخواستگذار طرفان عدالت ۾ ڪيس داخل ڪيو ويو آهي، جنهن جي ٻڌڻي مقرر ٿيل تاريخ تي ٿيندي، ڪنهن کي به اعتراض هجي ته اهو مقرر وقت تي عدالت ۾ حاضر ٿي پنهنجو اعتراض داخل ڪري، ٻي صورت ۾ ڪارروائي يڪطرفي طور تي ڪئي ويندي. سول ڪيس نمبر 2025 ، بحڪم عدالت. — [400, 381, 518, 485]
public-notice — [266, 661, 390, 902]
court-notice-body: هر خاص و عام کي اطلاع ڏجي ٿو ته درخواستگذار طرفان عدالت ۾ ڪيس داخل ڪيو ويو آهي، جنهن جي ٻڌڻي مقرر ٿيل تاريخ تي ٿيندي، ڪنهن کي به اعتراض هجي ته اهو مقرر وقت تي عدالت ۾ حاضر ٿي پنهنجو اعتراض داخل ڪري، ٻي صورت ۾ ڪارروائي يڪطرفي طور تي ڪئي ويندي. سول ڪيس نمبر 2025 ، بحڪم عدالت. — [140, 949, 256, 1053]
section-heading: حيدرآباد ريلي — [529, 709, 652, 725]
laatalluqi-body: آئون اعلان ڪريان ٿو ته منهنجو پٽ منهنجي نافرماني ڪري ٿو، ان سان منهنجو ڪو به واسطو ناهي، ان جي ڪنهن به ڏي وٺ جو آئون ذميوار نه آهيان. — [140, 1688, 256, 1739]
article-text: هن سلسلي ۾ علائقي جي معززين ۽ سماجي تنظيمن جي نمائندن به شرڪت ڪئي ۽ مطالبو ڪيو ته مسئلن کي جلد حل ڪيو وڃي. — [927, 1866, 1046, 1907]
court-notice — [396, 330, 522, 615]
court-notice-subheading: آڪر محترم محمد مراد مبين (مڇ) — [409, 1403, 509, 1425]
article-text: هن موقعي تي ضلعي انتظاميه طرفان اعلان ڪيو ويو ته شهر جي مختلف علائقن ۾ پاڻي ۽ بجلي جي فراهمي کي بهتر بڻائڻ لاءِ نوان منصوبا شروع ڪيا ويندا، عوامي نمائندن چيو ته ماڻهن جا مسئلا حل ڪرڻ لاءِ هر ممڪن ڪوشش ڪئي ويندي ۽ ڪنهن به قسم جي غفلت برداشت نه ڪئي ويندي، شهرين مطالبو ڪيو ته روڊن جي مرمت، صفائي سٿرائي ۽ اسپتالن ۾ دوائن جي فراهمي کي يقيني بڻايو وڃي. — [927, 246, 1046, 371]
article-text: هن سلسلي ۾ علائقي جي معززين ۽ سماجي تنظيمن جي نمائندن به شرڪت ڪئي ۽ مطالبو ڪيو ته مسئلن کي جلد حل ڪيو وڃي. — [795, 852, 920, 893]
top-notice-heading: عام اطلاع — [62, 46, 196, 68]
court-notice-signature: سينيئر سول جج بينچ ڪورٽ ۽ عدالت، شهيد بينظيرآباد — [271, 2053, 385, 2072]
article-text: هن سلسلي ۾ علائقي جي معززين ۽ سماجي تنظيمن جي نمائندن به شرڪت ڪئي ۽ مطالبو ڪيو ته مسئلن کي جلد حل ڪيو وڃي. — [927, 2200, 1046, 2241]
kafaalat-notice — [3, 1157, 130, 1260]
section-heading: جامعات سنڌ — [795, 229, 920, 245]
court-notice-heading: ڪورٽ نوٽيس — [140, 1377, 256, 1394]
page-number: 5 — [934, 3, 978, 32]
section-heading: هاري ۽ زراعت — [795, 1043, 920, 1059]
article-text: هن سلسلي ۾ علائقي جي معززين ۽ سماجي تنظيمن جي نمائندن به شرڪت ڪئي ۽ مطالبو ڪيو ته مسئلن کي جلد حل ڪيو وڃي. — [529, 1854, 652, 1895]
article-text: هن موقعي تي ضلعي انتظاميه طرفان اعلان ڪيو ويو ته شهر جي مختلف علائقن ۾ پاڻي ۽ بجلي جي فراهمي کي بهتر بڻائڻ لاءِ نوان منصوبا شروع ڪيا ويندا، عوامي نمائندن چيو ته ماڻهن جا مسئلا حل ڪرڻ لاءِ هر ممڪن ڪوشش ڪئي ويندي ۽ ڪنهن به قسم جي غفلت برداشت نه ڪئي ويندي، شهرين مطالبو ڪيو ته روڊن جي مرمت، صفائي سٿرائي ۽ اسپتالن ۾ دوائن جي فراهمي کي يقيني بڻايو وڃي. — [529, 392, 652, 517]
public-notice-body: هر خاص و عام کي اطلاع ڏجي ٿو ته منهنجو اصل شناختي ڪارڊ ۽ ٻيا ضروري ڪاغذ گم ٿي ويا آهن، جيڪڏهن ڪنهن کي ملن ته مهرباني ڪري هيٺ ڏنل پتي تي پهچائي، ٻي صورت ۾ ڪنهن به غلط استعمال جو ذميوار نه هوندس. — [6, 246, 126, 318]
public-notice — [266, 1215, 390, 1457]
public-notice-heading: عام اطلاع — [6, 928, 126, 950]
section-heading: اسپتال ۾ علاج — [795, 897, 920, 913]
court-notice-body: هر خاص و عام کي اطلاع ڏجي ٿو ته درخواستگذار طرفان عدالت ۾ ڪيس داخل ڪيو ويو آهي، جنهن جي ٻڌڻي مقرر ٿيل تاريخ تي ٿيندي، ڪنهن کي به اعتراض هجي ته اهو مقرر وقت تي عدالت ۾ حاضر ٿي پنهنجو اعتراض داخل ڪري، ٻي صورت ۾ ڪارروائي يڪطرفي طور تي ڪئي ويندي. سول ڪيس نمبر 2025 ، بحڪم عدالت. — [140, 556, 256, 660]
public-notice-body: هر خاص و عام کي اطلاع ڏجي ٿو ته منهنجو اصل شناختي ڪارڊ ۽ ٻيا ضروري ڪاغذ گم ٿي ويا آهن، جيڪڏهن ڪنهن کي ملن ته مهرباني ڪري هيٺ ڏنل پتي تي پهچائي، ٻي صورت ۾ ڪنهن به غلط استعمال جو ذميوار نه هوندس. — [400, 1171, 518, 1244]
public-notice — [3, 687, 130, 919]
court-notice-subheading: آڪر محترم محمد مراد مبين (مڇ) — [278, 1797, 378, 1819]
court-notice-body: هر خاص و عام کي اطلاع ڏجي ٿو ته درخواستگذار طرفان عدالت ۾ ڪيس داخل ڪيو ويو آهي، جنهن جي ٻڌڻي مقرر ٿيل تاريخ تي ٿيندي، ڪنهن کي به اعتراض هجي ته اهو مقرر وقت تي عدالت ۾ حاضر ٿي پنهنجو اعتراض داخل ڪري، ٻي صورت ۾ ڪارروائي يڪطرفي طور تي ڪئي ويندي. سول ڪيس نمبر 2025 ، بحڪم عدالت. — [400, 1532, 518, 1636]
masthead-english-title: Daily Kawish Hyderabad — [73, 8, 218, 24]
court-notice-heading: ڪورٽ نوٽيس — [400, 48, 518, 66]
top-notice-body-2: هن موقعي تي ضلعي انتظاميه طرفان اعلان ڪيو ويو ته شهر جي مختلف علائقن ۾ پاڻي ۽ بجلي جي فراهمي کي بهتر بڻائڻ لاءِ نوان منصوبا شروع ڪيا ويندا، عوامي نمائندن چيو ته ماڻهن جا مسئلا حل ڪرڻ لاءِ هر ممڪن ڪوشش ڪئي ويندي ۽ ڪنهن به قسم جي غفلت برداشت نه ڪئي ويندي، شهرين مطالبو ڪيو ته روڊن جي مرمت، صفائي سٿرائي ۽ اسپتالن ۾ دوائن جي فراهمي کي يقيني بڻايو وڃي. — [7, 118, 252, 184]
court-notice-body: هر خاص و عام کي اطلاع ڏجي ٿو ته درخواستگذار طرفان عدالت ۾ ڪيس داخل ڪيو ويو آهي، جنهن جي ٻڌڻي مقرر ٿيل تاريخ تي ٿيندي، ڪنهن کي به اعتراض هجي ته اهو مقرر وقت تي عدالت ۾ حاضر ٿي پنهنجو اعتراض داخل ڪري، ٻي صورت ۾ ڪارروائي يڪطرفي طور تي ڪئي ويندي. سول ڪيس نمبر 2025 ، بحڪم عدالت. — [400, 1427, 518, 1531]
section-heading: شڪارپور ماڻهن جو ذڪر — [795, 41, 920, 57]
court-notice — [396, 1377, 522, 1662]
court-notice-subheading: آڪر محترم محمد مراد مبين (مڇ) — [409, 880, 509, 902]
court-notice-body: هر خاص و عام کي اطلاع ڏجي ٿو ته درخواستگذار طرفان عدالت ۾ ڪيس داخل ڪيو ويو آهي، جنهن جي ٻڌڻي مقرر ٿيل تاريخ تي ٿيندي، ڪنهن کي به اعتراض هجي ته اهو مقرر وقت تي عدالت ۾ حاضر ٿي پنهنجو اعتراض داخل ڪري، ٻي صورت ۾ ڪارروائي يڪطرفي طور تي ڪئي ويندي. سول ڪيس نمبر 2025 ، بحڪم عدالت. — [270, 1511, 386, 1625]
public-notice-heading: عام اطلاع — [6, 458, 126, 480]
section-heading: ٽريفڪ حادثو — [529, 563, 652, 579]
court-notice-subheading: آڪر محترم محمد مراد مبين (مڇ) — [278, 933, 378, 954]
court-notice-subheading: آڪر محترم محمد مراد مبين (مڇ) — [148, 820, 248, 842]
court-notice-body: هر خاص و عام کي اطلاع ڏجي ٿو ته درخواستگذار طرفان عدالت ۾ ڪيس داخل ڪيو ويو آهي، جنهن جي ٻڌڻي مقرر ٿيل تاريخ تي ٿيندي، ڪنهن کي به اعتراض هجي ته اهو مقرر وقت تي عدالت ۾ حاضر ٿي پنهنجو اعتراض داخل ڪري، ٻي صورت ۾ ڪارروائي يڪطرفي طور تي ڪئي ويندي. سول ڪيس نمبر 2025 ، بحڪم عدالت. — [270, 956, 386, 1070]
court-notice-signature: سينيئر سول جج بينچ ڪورٽ ۽ عدالت، شهيد بينظيرآباد — [271, 1744, 385, 1763]
article-text: هن موقعي تي ضلعي انتظاميه طرفان اعلان ڪيو ويو ته شهر جي مختلف علائقن ۾ پاڻي ۽ بجلي جي فراهمي کي بهتر بڻائڻ لاءِ نوان منصوبا شروع ڪيا ويندا، عوامي نمائندن چيو ته ماڻهن جا مسئلا حل ڪرڻ لاءِ هر ممڪن ڪوشش ڪئي ويندي ۽ ڪنهن به قسم جي غفلت برداشت نه ڪئي ويندي، شهرين مطالبو ڪيو ته روڊن جي مرمت، صفائي سٿرائي ۽ اسپتالن ۾ دوائن جي فراهمي کي يقيني بڻايو وڃي. — [927, 1928, 1046, 2053]
laatalluqi-body: هن موقعي تي ضلعي انتظاميه طرفان اعلان ڪيو ويو ته شهر جي مختلف علائقن ۾ پاڻي ۽ بجلي جي فراهمي کي بهتر بڻائڻ لاءِ نوان منصوبا شروع ڪيا ويندا، عوامي نمائندن چيو ته ماڻهن جا مسئلا حل ڪرڻ لاءِ هر ممڪن ڪوشش ڪئي ويندي ۽ ڪنهن به قسم جي غفلت برداشت نه ڪئي ويندي، شهرين مطالبو ڪيو ته روڊن جي مرمت، صفائي سٿرائي ۽ اسپتالن ۾ دوائن جي فراهمي کي يقيني بڻايو وڃي. — [6, 1345, 126, 1470]
article-text: هن موقعي تي ضلعي انتظاميه طرفان اعلان ڪيو ويو ته شهر جي مختلف علائقن ۾ پاڻي ۽ بجلي جي فراهمي کي بهتر بڻائڻ لاءِ نوان منصوبا شروع ڪيا ويندا، عوامي نمائندن چيو ته ماڻهن جا مسئلا حل ڪرڻ لاءِ هر ممڪن ڪوشش ڪئي ويندي ۽ ڪنهن به قسم جي غفلت برداشت نه ڪئي ويندي، شهرين مطالبو ڪيو ته روڊن جي مرمت، صفائي سٿرائي ۽ اسپتالن ۾ دوائن جي فراهمي کي يقيني بڻايو وڃي. — [795, 1394, 920, 1519]
public-notice — [3, 923, 130, 1154]
section-heading: پڙهائي ۽ تعليم — [659, 229, 789, 245]
section-heading: قيمتي شخصيتون — [927, 709, 1046, 725]
court-notice-signature: سينيئر سول جج بينچ ڪورٽ ۽ عدالت، شهيد بينظيرآباد — [401, 592, 516, 611]
section-heading: سانگهڙ جي تاريخ — [529, 375, 652, 391]
court-notice-body: هر خاص و عام کي اطلاع ڏجي ٿو ته درخواستگذار طرفان عدالت ۾ ڪيس داخل ڪيو ويو آهي، جنهن جي ٻڌڻي مقرر ٿيل تاريخ تي ٿيندي، ڪنهن کي به اعتراض هجي ته اهو مقرر وقت تي عدالت ۾ حاضر ٿي پنهنجو اعتراض داخل ڪري، ٻي صورت ۾ ڪارروائي يڪطرفي طور تي ڪئي ويندي. سول ڪيس نمبر 2025 ، بحڪم عدالت. — [400, 197, 518, 301]
court-notice-heading: ڪورٽ نوٽيس — [400, 1383, 518, 1401]
public-notice-body: هن موقعي تي ضلعي انتظاميه طرفان اعلان ڪيو ويو ته شهر جي مختلف علائقن ۾ پاڻي ۽ بجلي جي فراهمي کي بهتر بڻائڻ لاءِ نوان منصوبا شروع ڪيا ويندا، عوامي نمائندن چيو ته ماڻهن جا مسئلا حل ڪرڻ لاءِ هر ممڪن ڪوشش ڪئي ويندي ۽ ڪنهن به قسم جي غفلت برداشت نه ڪئي ويندي، شهرين مطالبو ڪيو ته روڊن جي مرمت، صفائي سٿرائي ۽ اسپتالن ۾ دوائن جي فراهمي کي يقيني بڻايو وڃي. — [270, 1329, 386, 1454]
court-notice-signature: سينيئر سول جج بينچ ڪورٽ ۽ عدالت، شهيد بينظيرآباد — [401, 1639, 516, 1658]
court-notice-body: هر خاص و عام کي اطلاع ڏجي ٿو ته درخواستگذار طرفان عدالت ۾ ڪيس داخل ڪيو ويو آهي، جنهن جي ٻڌڻي مقرر ٿيل تاريخ تي ٿيندي، ڪنهن کي به اعتراض هجي ته اهو مقرر وقت تي عدالت ۾ حاضر ٿي پنهنجو اعتراض داخل ڪري، ٻي صورت ۾ ڪارروائي يڪطرفي طور تي ڪئي ويندي. سول ڪيس نمبر 2025 ، بحڪم عدالت. — [400, 1716, 518, 1820]
court-notice-body: هر خاص و عام کي اطلاع ڏجي ٿو ته درخواستگذار طرفان عدالت ۾ ڪيس داخل ڪيو ويو آهي، جنهن جي ٻڌڻي مقرر ٿيل تاريخ تي ٿيندي، ڪنهن کي به اعتراض هجي ته اهو مقرر وقت تي عدالت ۾ حاضر ٿي پنهنجو اعتراض داخل ڪري، ٻي صورت ۾ ڪارروائي يڪطرفي طور تي ڪئي ويندي. سول ڪيس نمبر 2025 ، بحڪم عدالت. — [140, 1237, 256, 1341]
court-notice-heading: ڪورٽ نوٽيس — [140, 800, 256, 818]
article-text: هن موقعي تي ضلعي انتظاميه طرفان اعلان ڪيو ويو ته شهر جي مختلف علائقن ۾ پاڻي ۽ بجلي جي فراهمي کي بهتر بڻائڻ لاءِ نوان منصوبا شروع ڪيا ويندا، عوامي نمائندن چيو ته ماڻهن جا مسئلا حل ڪرڻ لاءِ هر ممڪن ڪوشش ڪئي ويندي ۽ ڪنهن به قسم جي غفلت برداشت نه ڪئي ويندي، شهرين مطالبو ڪيو ته روڊن جي مرمت، صفائي سٿرائي ۽ اسپتالن ۾ دوائن جي فراهمي کي يقيني بڻايو وڃي. — [529, 2250, 652, 2375]
article-text: هن موقعي تي ضلعي انتظاميه طرفان اعلان ڪيو ويو ته شهر جي مختلف علائقن ۾ پاڻي ۽ بجلي جي فراهمي کي بهتر بڻائڻ لاءِ نوان منصوبا شروع ڪيا ويندا، عوامي نمائندن چيو ته ماڻهن جا مسئلا حل ڪرڻ لاءِ هر ممڪن ڪوشش ڪئي ويندي ۽ ڪنهن به قسم جي غفلت برداشت نه ڪئي ويندي، شهرين مطالبو ڪيو ته روڊن جي مرمت، صفائي سٿرائي ۽ اسپتالن ۾ دوائن جي فراهمي کي يقيني بڻايو وڃي. — [927, 58, 1046, 183]
article-text: هن موقعي تي ضلعي انتظاميه طرفان اعلان ڪيو ويو ته شهر جي مختلف علائقن ۾ پاڻي ۽ بجلي جي فراهمي کي بهتر بڻائڻ لاءِ نوان منصوبا شروع ڪيا ويندا، عوامي نمائندن چيو ته ماڻهن جا مسئلا حل ڪرڻ لاءِ هر ممڪن ڪوشش ڪئي ويندي ۽ ڪنهن به قسم جي غفلت برداشت نه ڪئي ويندي، شهرين مطالبو ڪيو ته روڊن جي مرمت، صفائي سٿرائي ۽ اسپتالن ۾ دوائن جي فراهمي کي يقيني بڻايو وڃي. — [927, 1594, 1046, 1719]
court-notice-body: هر خاص و عام کي اطلاع ڏجي ٿو ته درخواستگذار طرفان عدالت ۾ ڪيس داخل ڪيو ويو آهي، جنهن جي ٻڌڻي مقرر ٿيل تاريخ تي ٿيندي، ڪنهن کي به اعتراض هجي ته اهو مقرر وقت تي عدالت ۾ حاضر ٿي پنهنجو اعتراض داخل ڪري، ٻي صورت ۾ ڪارروائي يڪطرفي طور تي ڪئي ويندي. سول ڪيس نمبر 2025 ، بحڪم عدالت. — [270, 516, 386, 631]
court-notice-signature: سينيئر سول جج بينچ ڪورٽ ۽ عدالت، شهيد بينظيرآباد — [271, 1189, 385, 1208]
court-notice-heading: ڪورٽ نوٽيس — [270, 358, 386, 375]
section-heading: اڏاوت ۾ دير — [795, 1377, 920, 1392]
section-heading: سهيل آفريدي — [529, 2379, 652, 2394]
court-notice-heading: ڪورٽ نوٽيس — [400, 1672, 518, 1689]
article-text: هن موقعي تي ضلعي انتظاميه طرفان اعلان ڪيو ويو ته شهر جي مختلف علائقن ۾ پاڻي ۽ بجلي جي فراهمي کي بهتر بڻائڻ لاءِ نوان منصوبا شروع ڪيا ويندا، عوامي نمائندن چيو ته ماڻهن جا مسئلا حل ڪرڻ لاءِ هر ممڪن ڪوشش ڪئي ويندي ۽ ڪنهن به قسم جي غفلت برداشت نه ڪئي ويندي، شهرين مطالبو ڪيو ته روڊن جي مرمت، صفائي سٿرائي ۽ اسپتالن ۾ دوائن جي فراهمي کي يقيني بڻايو وڃي. — [659, 246, 789, 371]
section-heading: آزاد عدالت — [529, 1231, 652, 1246]
column-4 — [525, 37, 655, 2563]
section-heading: گهرن جي اڏاوت — [659, 709, 789, 725]
laatalluqi-notice — [3, 1264, 130, 1475]
article-text: هن موقعي تي ضلعي انتظاميه طرفان اعلان ڪيو ويو ته شهر جي مختلف علائقن ۾ پاڻي ۽ بجلي جي فراهمي کي بهتر بڻائڻ لاءِ نوان منصوبا شروع ڪيا ويندا، عوامي نمائندن چيو ته ماڻهن جا مسئلا حل ڪرڻ لاءِ هر ممڪن ڪوشش ڪئي ويندي ۽ ڪنهن به قسم جي غفلت برداشت نه ڪئي ويندي، شهرين مطالبو ڪيو ته روڊن جي مرمت، صفائي سٿرائي ۽ اسپتالن ۾ دوائن جي فراهمي کي يقيني بڻايو وڃي. — [659, 726, 789, 851]
article-text: هن سلسلي ۾ علائقي جي معززين ۽ سماجي تنظيمن جي نمائندن به شرڪت ڪئي ۽ مطالبو ڪيو ته مسئلن کي جلد حل ڪيو وڃي. — [659, 1186, 789, 1227]
masthead-band-mid: کاوش کاوش کاوش — [242, 4, 461, 31]
article-text: هن موقعي تي ضلعي انتظاميه طرفان اعلان ڪيو ويو ته شهر جي مختلف علائقن ۾ پاڻي ۽ بجلي جي فراهمي کي بهتر بڻائڻ لاءِ نوان منصوبا شروع ڪيا ويندا، عوامي نمائندن چيو ته ماڻهن جا مسئلا حل ڪرڻ لاءِ هر ممڪن ڪوشش ڪئي ويندي ۽ ڪنهن به قسم جي غفلت برداشت نه ڪئي ويندي، شهرين مطالبو ڪيو ته روڊن جي مرمت، صفائي سٿرائي ۽ اسپتالن ۾ دوائن جي فراهمي کي يقيني بڻايو وڃي. — [529, 246, 652, 371]
section-heading: اطلاع / تڪميل خان — [927, 41, 1046, 57]
public-notice-body: هر خاص و عام کي اطلاع ڏجي ٿو ته منهنجو اصل شناختي ڪارڊ ۽ ٻيا ضروري ڪاغذ گم ٿي ويا آهن، جيڪڏهن ڪنهن کي ملن ته مهرباني ڪري هيٺ ڏنل پتي تي پهچائي، ٻي صورت ۾ ڪنهن به غلط استعمال جو ذميوار نه هوندس. — [400, 648, 518, 720]
article-text: هن موقعي تي ضلعي انتظاميه طرفان اعلان ڪيو ويو ته شهر جي مختلف علائقن ۾ پاڻي ۽ بجلي جي فراهمي کي بهتر بڻائڻ لاءِ نوان منصوبا شروع ڪيا ويندا، عوامي نمائندن چيو ته ماڻهن جا مسئلا حل ڪرڻ لاءِ هر ممڪن ڪوشش ڪئي ويندي ۽ ڪنهن به قسم جي غفلت برداشت نه ڪئي ويندي، شهرين مطالبو ڪيو ته روڊن جي مرمت، صفائي سٿرائي ۽ اسپتالن ۾ دوائن جي فراهمي کي يقيني بڻايو وڃي. — [927, 726, 1046, 851]
public-notice-heading: عام اطلاع — [270, 666, 386, 688]
article-text: هن موقعي تي ضلعي انتظاميه طرفان اعلان ڪيو ويو ته شهر جي مختلف علائقن ۾ پاڻي ۽ بجلي جي فراهمي کي بهتر بڻائڻ لاءِ نوان منصوبا شروع ڪيا ويندا، عوامي نمائندن چيو ته ماڻهن جا مسئلا حل ڪرڻ لاءِ هر ممڪن ڪوشش ڪئي ويندي ۽ ڪنهن به قسم جي غفلت برداشت نه ڪئي ويندي، شهرين مطالبو ڪيو ته روڊن جي مرمت، صفائي سٿرائي ۽ اسپتالن ۾ دوائن جي فراهمي کي يقيني بڻايو وڃي. — [927, 914, 1046, 1039]
article-text: هن موقعي تي ضلعي انتظاميه طرفان اعلان ڪيو ويو ته شهر جي مختلف علائقن ۾ پاڻي ۽ بجلي جي فراهمي کي بهتر بڻائڻ لاءِ نوان منصوبا شروع ڪيا ويندا، عوامي نمائندن چيو ته ماڻهن جا مسئلا حل ڪرڻ لاءِ هر ممڪن ڪوشش ڪئي ويندي ۽ ڪنهن به قسم جي غفلت برداشت نه ڪئي ويندي، شهرين مطالبو ڪيو ته روڊن جي مرمت، صفائي سٿرائي ۽ اسپتالن ۾ دوائن جي فراهمي کي يقيني بڻايو وڃي. — [795, 246, 920, 371]
article-text: هن سلسلي ۾ علائقي جي معززين ۽ سماجي تنظيمن جي نمائندن به شرڪت ڪئي ۽ مطالبو ڪيو ته مسئلن کي جلد حل ڪيو وڃي. — [529, 1186, 652, 1227]
court-notice-signature: سينيئر سول جج بينچ ڪورٽ ۽ عدالت، شهيد بينظيرآباد — [140, 1632, 255, 1652]
section-heading: ڪراچي جو شهر — [659, 1231, 789, 1246]
top-public-notice — [2, 40, 257, 214]
article-text: هن موقعي تي ضلعي انتظاميه طرفان اعلان ڪيو ويو ته شهر جي مختلف علائقن ۾ پاڻي ۽ بجلي جي فراهمي کي بهتر بڻائڻ لاءِ نوان منصوبا شروع ڪيا ويندا، عوامي نمائندن چيو ته ماڻهن جا مسئلا حل ڪرڻ لاءِ هر ممڪن ڪوشش ڪئي ويندي ۽ ڪنهن به قسم جي غفلت برداشت نه ڪئي ويندي، شهرين مطالبو ڪيو ته روڊن جي مرمت، صفائي سٿرائي ۽ اسپتالن ۾ دوائن جي فراهمي کي يقيني بڻايو وڃي. — [659, 1060, 789, 1185]
court-notice-heading: ڪورٽ نوٽيس — [400, 860, 518, 878]
court-notice-heading: ڪورٽ نوٽيس — [140, 1089, 256, 1106]
article-text: هن سلسلي ۾ علائقي جي معززين ۽ سماجي تنظيمن جي نمائندن به شرڪت ڪئي ۽ مطالبو ڪيو ته مسئلن کي جلد حل ڪيو وڃي. — [659, 518, 789, 559]
article-text: هن موقعي تي ضلعي انتظاميه طرفان اعلان ڪيو ويو ته شهر جي مختلف علائقن ۾ پاڻي ۽ بجلي جي فراهمي کي بهتر بڻائڻ لاءِ نوان منصوبا شروع ڪيا ويندا، عوامي نمائندن چيو ته ماڻهن جا مسئلا حل ڪرڻ لاءِ هر ممڪن ڪوشش ڪئي ويندي ۽ ڪنهن به قسم جي غفلت برداشت نه ڪئي ويندي، شهرين مطالبو ڪيو ته روڊن جي مرمت، صفائي سٿرائي ۽ اسپتالن ۾ دوائن جي فراهمي کي يقيني بڻايو وڃي. — [529, 1248, 652, 1373]
court-notice-body: هر خاص و عام کي اطلاع ڏجي ٿو ته درخواستگذار طرفان عدالت ۾ ڪيس داخل ڪيو ويو آهي، جنهن جي ٻڌڻي مقرر ٿيل تاريخ تي ٿيندي، ڪنهن کي به اعتراض هجي ته اهو مقرر وقت تي عدالت ۾ حاضر ٿي پنهنجو اعتراض داخل ڪري، ٻي صورت ۾ ڪارروائي يڪطرفي طور تي ڪئي ويندي. سول ڪيس نمبر 2025 ، بحڪم عدالت. — [270, 1071, 386, 1186]
public-notice — [396, 619, 522, 850]
section-heading: شڪارپور مهراڻ — [659, 41, 789, 57]
court-notice — [136, 1082, 260, 1367]
court-notice-heading: ڪورٽ نوٽيس — [140, 224, 256, 241]
court-notice-subheading: آڪر محترم محمد مراد مبين (مڇ) — [409, 1692, 509, 1714]
court-notice-subheading: آڪر محترم محمد مراد مبين (مڇ) — [409, 357, 509, 379]
laatalluqi-heading: لاتعلقي جو اظهار — [6, 1269, 126, 1291]
section-heading: ڇاپو يا انصاف — [529, 1043, 652, 1059]
column-2 — [792, 37, 923, 1909]
court-notice-body: هر خاص و عام کي اطلاع ڏجي ٿو ته درخواستگذار طرفان عدالت ۾ ڪيس داخل ڪيو ويو آهي، جنهن جي ٻڌڻي مقرر ٿيل تاريخ تي ٿيندي، ڪنهن کي به اعتراض هجي ته اهو مقرر وقت تي عدالت ۾ حاضر ٿي پنهنجو اعتراض داخل ڪري، ٻي صورت ۾ ڪارروائي يڪطرفي طور تي ڪئي ويندي. سول ڪيس نمبر 2025 ، بحڪم عدالت. — [140, 1526, 256, 1630]
court-notice — [396, 854, 522, 1139]
section-heading: ٽريفڪ جو مسئلو — [927, 897, 1046, 913]
court-notice-subheading: آڪر محترم محمد مراد مبين (مڇ) — [278, 1487, 378, 1509]
court-notice-body: هر خاص و عام کي اطلاع ڏجي ٿو ته درخواستگذار طرفان عدالت ۾ ڪيس داخل ڪيو ويو آهي، جنهن جي ٻڌڻي مقرر ٿيل تاريخ تي ٿيندي، ڪنهن کي به اعتراض هجي ته اهو مقرر وقت تي عدالت ۾ حاضر ٿي پنهنجو اعتراض داخل ڪري، ٻي صورت ۾ ڪارروائي يڪطرفي طور تي ڪئي ويندي. سول ڪيس نمبر 2025 ، بحڪم عدالت. — [400, 1008, 518, 1112]
section-heading: سڪرنڊ — [529, 1377, 652, 1392]
court-notice-body: هر خاص و عام کي اطلاع ڏجي ٿو ته درخواستگذار طرفان عدالت ۾ ڪيس داخل ڪيو ويو آهي، جنهن جي ٻڌڻي مقرر ٿيل تاريخ تي ٿيندي، ڪنهن کي به اعتراض هجي ته اهو مقرر وقت تي عدالت ۾ حاضر ٿي پنهنجو اعتراض داخل ڪري، ٻي صورت ۾ ڪارروائي يڪطرفي طور تي ڪئي ويندي. سول ڪيس نمبر 2025 ، بحڪم عدالت. — [400, 485, 518, 589]
article-text: هن سلسلي ۾ علائقي جي معززين ۽ سماجي تنظيمن جي نمائندن به شرڪت ڪئي ۽ مطالبو ڪيو ته مسئلن کي جلد حل ڪيو وڃي. — [927, 518, 1046, 559]
section-heading: سڪرنڊ آئي — [529, 41, 652, 57]
court-notice-signature: سينيئر سول جج بينچ ڪورٽ ۽ عدالت، شهيد بينظيرآباد — [140, 1344, 255, 1363]
column-6-court — [263, 37, 392, 2072]
laatalluqi-body: آئون اعلان ڪريان ٿو ته منهنجو پٽ منهنجي نافرماني ڪري ٿو، ان سان منهنجو ڪو به واسطو ناهي، ان جي ڪنهن به ڏي وٺ جو آئون ذميوار نه آهيان. — [6, 1292, 126, 1344]
court-notice-signature: سينيئر سول جج بينچ ڪورٽ ۽ عدالت، شهيد بينظيرآباد — [140, 479, 255, 498]
public-notice-body: هن موقعي تي ضلعي انتظاميه طرفان اعلان ڪيو ويو ته شهر جي مختلف علائقن ۾ پاڻي ۽ بجلي جي فراهمي کي بهتر بڻائڻ لاءِ نوان منصوبا شروع ڪيا ويندا، عوامي نمائندن چيو ته ماڻهن جا مسئلا حل ڪرڻ لاءِ هر ممڪن ڪوشش ڪئي ويندي ۽ ڪنهن به قسم جي غفلت برداشت نه ڪئي ويندي، شهرين مطالبو ڪيو ته روڊن جي مرمت، صفائي سٿرائي ۽ اسپتالن ۾ دوائن جي فراهمي کي يقيني بڻايو وڃي. — [6, 1025, 126, 1150]
public-notice-heading: عام اطلاع — [6, 693, 126, 714]
article-text: هن موقعي تي ضلعي انتظاميه طرفان اعلان ڪيو ويو ته شهر جي مختلف علائقن ۾ پاڻي ۽ بجلي جي فراهمي کي بهتر بڻائڻ لاءِ نوان منصوبا شروع ڪيا ويندا، عوامي نمائندن چيو ته ماڻهن جا مسئلا حل ڪرڻ لاءِ هر ممڪن ڪوشش ڪئي ويندي ۽ ڪنهن به قسم جي غفلت برداشت نه ڪئي ويندي، شهرين مطالبو ڪيو ته روڊن جي مرمت، صفائي سٿرائي ۽ اسپتالن ۾ دوائن جي فراهمي کي يقيني بڻايو وڃي. — [795, 726, 920, 851]
court-notice-body: هر خاص و عام کي اطلاع ڏجي ٿو ته درخواستگذار طرفان عدالت ۾ ڪيس داخل ڪيو ويو آهي، جنهن جي ٻڌڻي مقرر ٿيل تاريخ تي ٿيندي، ڪنهن کي به اعتراض هجي ته اهو مقرر وقت تي عدالت ۾ حاضر ٿي پنهنجو اعتراض داخل ڪري، ٻي صورت ۾ ڪارروائي يڪطرفي طور تي ڪئي ويندي. سول ڪيس نمبر 2025 ، بحڪم عدالت. — [270, 207, 386, 322]
section-heading: ميرپورخاص مسئلو — [927, 1389, 1046, 1404]
article-text: هن موقعي تي ضلعي انتظاميه طرفان اعلان ڪيو ويو ته شهر جي مختلف علائقن ۾ پاڻي ۽ بجلي جي فراهمي کي بهتر بڻائڻ لاءِ نوان منصوبا شروع ڪيا ويندا، عوامي نمائندن چيو ته ماڻهن جا مسئلا حل ڪرڻ لاءِ هر ممڪن ڪوشش ڪئي ويندي ۽ ڪنهن به قسم جي غفلت برداشت نه ڪئي ويندي، شهرين مطالبو ڪيو ته روڊن جي مرمت، صفائي سٿرائي ۽ اسپتالن ۾ دوائن جي فراهمي کي يقيني بڻايو وڃي. — [927, 392, 1046, 517]
section-heading: ساڍا ٽي سالن بعد — [529, 229, 652, 245]
section-heading: روڊ رستا — [795, 1231, 920, 1246]
article-text: هن سلسلي ۾ علائقي جي معززين ۽ سماجي تنظيمن جي نمائندن به شرڪت ڪئي ۽ مطالبو ڪيو ته مسئلن کي جلد حل ڪيو وڃي. — [529, 1520, 652, 1561]
article-text: هن موقعي تي ضلعي انتظاميه طرفان اعلان ڪيو ويو ته شهر جي مختلف علائقن ۾ پاڻي ۽ بجلي جي فراهمي کي بهتر بڻائڻ لاءِ نوان منصوبا شروع ڪيا ويندا، عوامي نمائندن چيو ته ماڻهن جا مسئلا حل ڪرڻ لاءِ هر ممڪن ڪوشش ڪئي ويندي ۽ ڪنهن به قسم جي غفلت برداشت نه ڪئي ويندي، شهرين مطالبو ڪيو ته روڊن جي مرمت، صفائي سٿرائي ۽ اسپتالن ۾ دوائن جي فراهمي کي يقيني بڻايو وڃي. — [927, 580, 1046, 705]
public-notice-body: هر خاص و عام کي اطلاع ڏجي ٿو ته منهنجو اصل شناختي ڪارڊ ۽ ٻيا ضروري ڪاغذ گم ٿي ويا آهن، جيڪڏهن ڪنهن کي ملن ته مهرباني ڪري هيٺ ڏنل پتي تي پهچائي، ٻي صورت ۾ ڪنهن به غلط استعمال جو ذميوار نه هوندس. — [270, 690, 386, 773]
court-notice-body: هر خاص و عام کي اطلاع ڏجي ٿو ته درخواستگذار طرفان عدالت ۾ ڪيس داخل ڪيو ويو آهي، جنهن جي ٻڌڻي مقرر ٿيل تاريخ تي ٿيندي، ڪنهن کي به اعتراض هجي ته اهو مقرر وقت تي عدالت ۾ حاضر ٿي پنهنجو اعتراض داخل ڪري، ٻي صورت ۾ ڪارروائي يڪطرفي طور تي ڪئي ويندي. سول ڪيس نمبر 2025 ، بحڪم عدالت. — [6, 1632, 126, 1736]
article-text: هن سلسلي ۾ علائقي جي معززين ۽ سماجي تنظيمن جي نمائندن به شرڪت ڪئي ۽ مطالبو ڪيو ته مسئلن کي جلد حل ڪيو وڃي. — [659, 184, 789, 225]
article-text: هن سلسلي ۾ علائقي جي معززين ۽ سماجي تنظيمن جي نمائندن به شرڪت ڪئي ۽ مطالبو ڪيو ته مسئلن کي جلد حل ڪيو وڃي. — [927, 852, 1046, 893]
masthead-urdu-title: روزانہ کاوش حیدرآباد — [755, 4, 912, 24]
section-heading: صحت جو شعبو — [795, 375, 920, 391]
public-notice-body: هر خاص و عام کي اطلاع ڏجي ٿو ته منهنجو اصل شناختي ڪارڊ ۽ ٻيا ضروري ڪاغذ گم ٿي ويا آهن، جيڪڏهن ڪنهن کي ملن ته مهرباني ڪري هيٺ ڏنل پتي تي پهچائي، ٻي صورت ۾ ڪنهن به غلط استعمال جو ذميوار نه هوندس. — [270, 1245, 386, 1328]
article-text: هن موقعي تي ضلعي انتظاميه طرفان اعلان ڪيو ويو ته شهر جي مختلف علائقن ۾ پاڻي ۽ بجلي جي فراهمي کي بهتر بڻائڻ لاءِ نوان منصوبا شروع ڪيا ويندا، عوامي نمائندن چيو ته ماڻهن جا مسئلا حل ڪرڻ لاءِ هر ممڪن ڪوشش ڪئي ويندي ۽ ڪنهن به قسم جي غفلت برداشت نه ڪئي ويندي، شهرين مطالبو ڪيو ته روڊن جي مرمت، صفائي سٿرائي ۽ اسپتالن ۾ دوائن جي فراهمي کي يقيني بڻايو وڃي. — [529, 726, 652, 851]
public-notice — [396, 1142, 522, 1374]
column-3 — [655, 37, 792, 1909]
column-1 — [923, 37, 1049, 2575]
kafaalat-body: منهنجي ڪفالت جا ڪاغذ ۽ رسيدون ڪٿي گم ٿي ويون آهن، جنهن کي به ملن ته هيٺ ڏنل پتي تي پهچائي. اعتراض ڪندڙ 15 ڏينهن اندر رابطو ڪري. — [6, 1205, 126, 1256]
article-text: هن سلسلي ۾ علائقي جي معززين ۽ سماجي تنظيمن جي نمائندن به شرڪت ڪئي ۽ مطالبو ڪيو ته مسئلن کي جلد حل ڪيو وڃي. — [795, 518, 920, 559]
laatalluqi-body: هن موقعي تي ضلعي انتظاميه طرفان اعلان ڪيو ويو ته شهر جي مختلف علائقن ۾ پاڻي ۽ بجلي جي فراهمي کي بهتر بڻائڻ لاءِ نوان منصوبا شروع ڪيا ويندا، عوامي نمائندن چيو ته ماڻهن جا مسئلا حل ڪرڻ لاءِ هر ممڪن ڪوشش ڪئي ويندي ۽ ڪنهن به قسم جي غفلت برداشت نه ڪئي ويندي، شهرين مطالبو ڪيو ته روڊن جي مرمت، صفائي سٿرائي ۽ اسپتالن ۾ دوائن جي فراهمي کي يقيني بڻايو وڃي. — [140, 1740, 256, 1865]
section-heading: ميرپورخاص — [927, 2391, 1046, 2406]
court-notice — [266, 42, 390, 348]
section-heading: ڪراچي ، سرڪاري نوٽيس — [927, 1043, 1046, 1070]
section-heading: ٻارن جو اسڪول — [795, 563, 920, 579]
article-text: هن موقعي تي ضلعي انتظاميه طرفان اعلان ڪيو ويو ته شهر جي مختلف علائقن ۾ پاڻي ۽ بجلي جي فراهمي کي بهتر بڻائڻ لاءِ نوان منصوبا شروع ڪيا ويندا، عوامي نمائندن چيو ته ماڻهن جا مسئلا حل ڪرڻ لاءِ هر ممڪن ڪوشش ڪئي ويندي ۽ ڪنهن به قسم جي غفلت برداشت نه ڪئي ويندي، شهرين مطالبو ڪيو ته روڊن جي مرمت، صفائي سٿرائي ۽ اسپتالن ۾ دوائن جي فراهمي کي يقيني بڻايو وڃي. — [529, 1394, 652, 1519]
masthead-date: آگارو 25 نومبر 2025ع — [465, 5, 597, 22]
court-notice-heading: ڪورٽ نوٽيس — [400, 337, 518, 354]
article-text: هن سلسلي ۾ علائقي جي معززين ۽ سماجي تنظيمن جي نمائندن به شرڪت ڪئي ۽ مطالبو ڪيو ته مسئلن کي جلد حل ڪيو وڃي. — [529, 518, 652, 559]
court-notice — [3, 1477, 130, 1762]
article-text: هن موقعي تي ضلعي انتظاميه طرفان اعلان ڪيو ويو ته شهر جي مختلف علائقن ۾ پاڻي ۽ بجلي جي فراهمي کي بهتر بڻائڻ لاءِ نوان منصوبا شروع ڪيا ويندا، عوامي نمائندن چيو ته ماڻهن جا مسئلا حل ڪرڻ لاءِ هر ممڪن ڪوشش ڪئي ويندي ۽ ڪنهن به قسم جي غفلت برداشت نه ڪئي ويندي، شهرين مطالبو ڪيو ته روڊن جي مرمت، صفائي سٿرائي ۽ اسپتالن ۾ دوائن جي فراهمي کي يقيني بڻايو وڃي. — [927, 1260, 1046, 1385]
article-text: هن موقعي تي ضلعي انتظاميه طرفان اعلان ڪيو ويو ته شهر جي مختلف علائقن ۾ پاڻي ۽ بجلي جي فراهمي کي بهتر بڻائڻ لاءِ نوان منصوبا شروع ڪيا ويندا، عوامي نمائندن چيو ته ماڻهن جا مسئلا حل ڪرڻ لاءِ هر ممڪن ڪوشش ڪئي ويندي ۽ ڪنهن به قسم جي غفلت برداشت نه ڪئي ويندي، شهرين مطالبو ڪيو ته روڊن جي مرمت، صفائي سٿرائي ۽ اسپتالن ۾ دوائن جي فراهمي کي يقيني بڻايو وڃي. — [659, 58, 789, 183]
section-heading: شڪارپور ڪوٽ — [927, 2245, 1046, 2260]
public-notice-heading: عام اطلاع — [400, 624, 518, 646]
article-text: هن موقعي تي ضلعي انتظاميه طرفان اعلان ڪيو ويو ته شهر جي مختلف علائقن ۾ پاڻي ۽ بجلي جي فراهمي کي بهتر بڻائڻ لاءِ نوان منصوبا شروع ڪيا ويندا، عوامي نمائندن چيو ته ماڻهن جا مسئلا حل ڪرڻ لاءِ هر ممڪن ڪوشش ڪئي ويندي ۽ ڪنهن به قسم جي غفلت برداشت نه ڪئي ويندي، شهرين مطالبو ڪيو ته روڊن جي مرمت، صفائي سٿرائي ۽ اسپتالن ۾ دوائن جي فراهمي کي يقيني بڻايو وڃي. — [659, 1248, 789, 1373]
court-notice-signature: سينيئر سول جج بينچ ڪورٽ ۽ عدالت، شهيد بينظيرآباد — [140, 1056, 255, 1075]
public-notice-body: هر خاص و عام کي اطلاع ڏجي ٿو ته منهنجو اصل شناختي ڪارڊ ۽ ٻيا ضروري ڪاغذ گم ٿي ويا آهن، جيڪڏهن ڪنهن کي ملن ته مهرباني ڪري هيٺ ڏنل پتي تي پهچائي، ٻي صورت ۾ ڪنهن به غلط استعمال جو ذميوار نه هوندس. — [6, 716, 126, 788]
court-notice — [266, 1770, 390, 2076]
